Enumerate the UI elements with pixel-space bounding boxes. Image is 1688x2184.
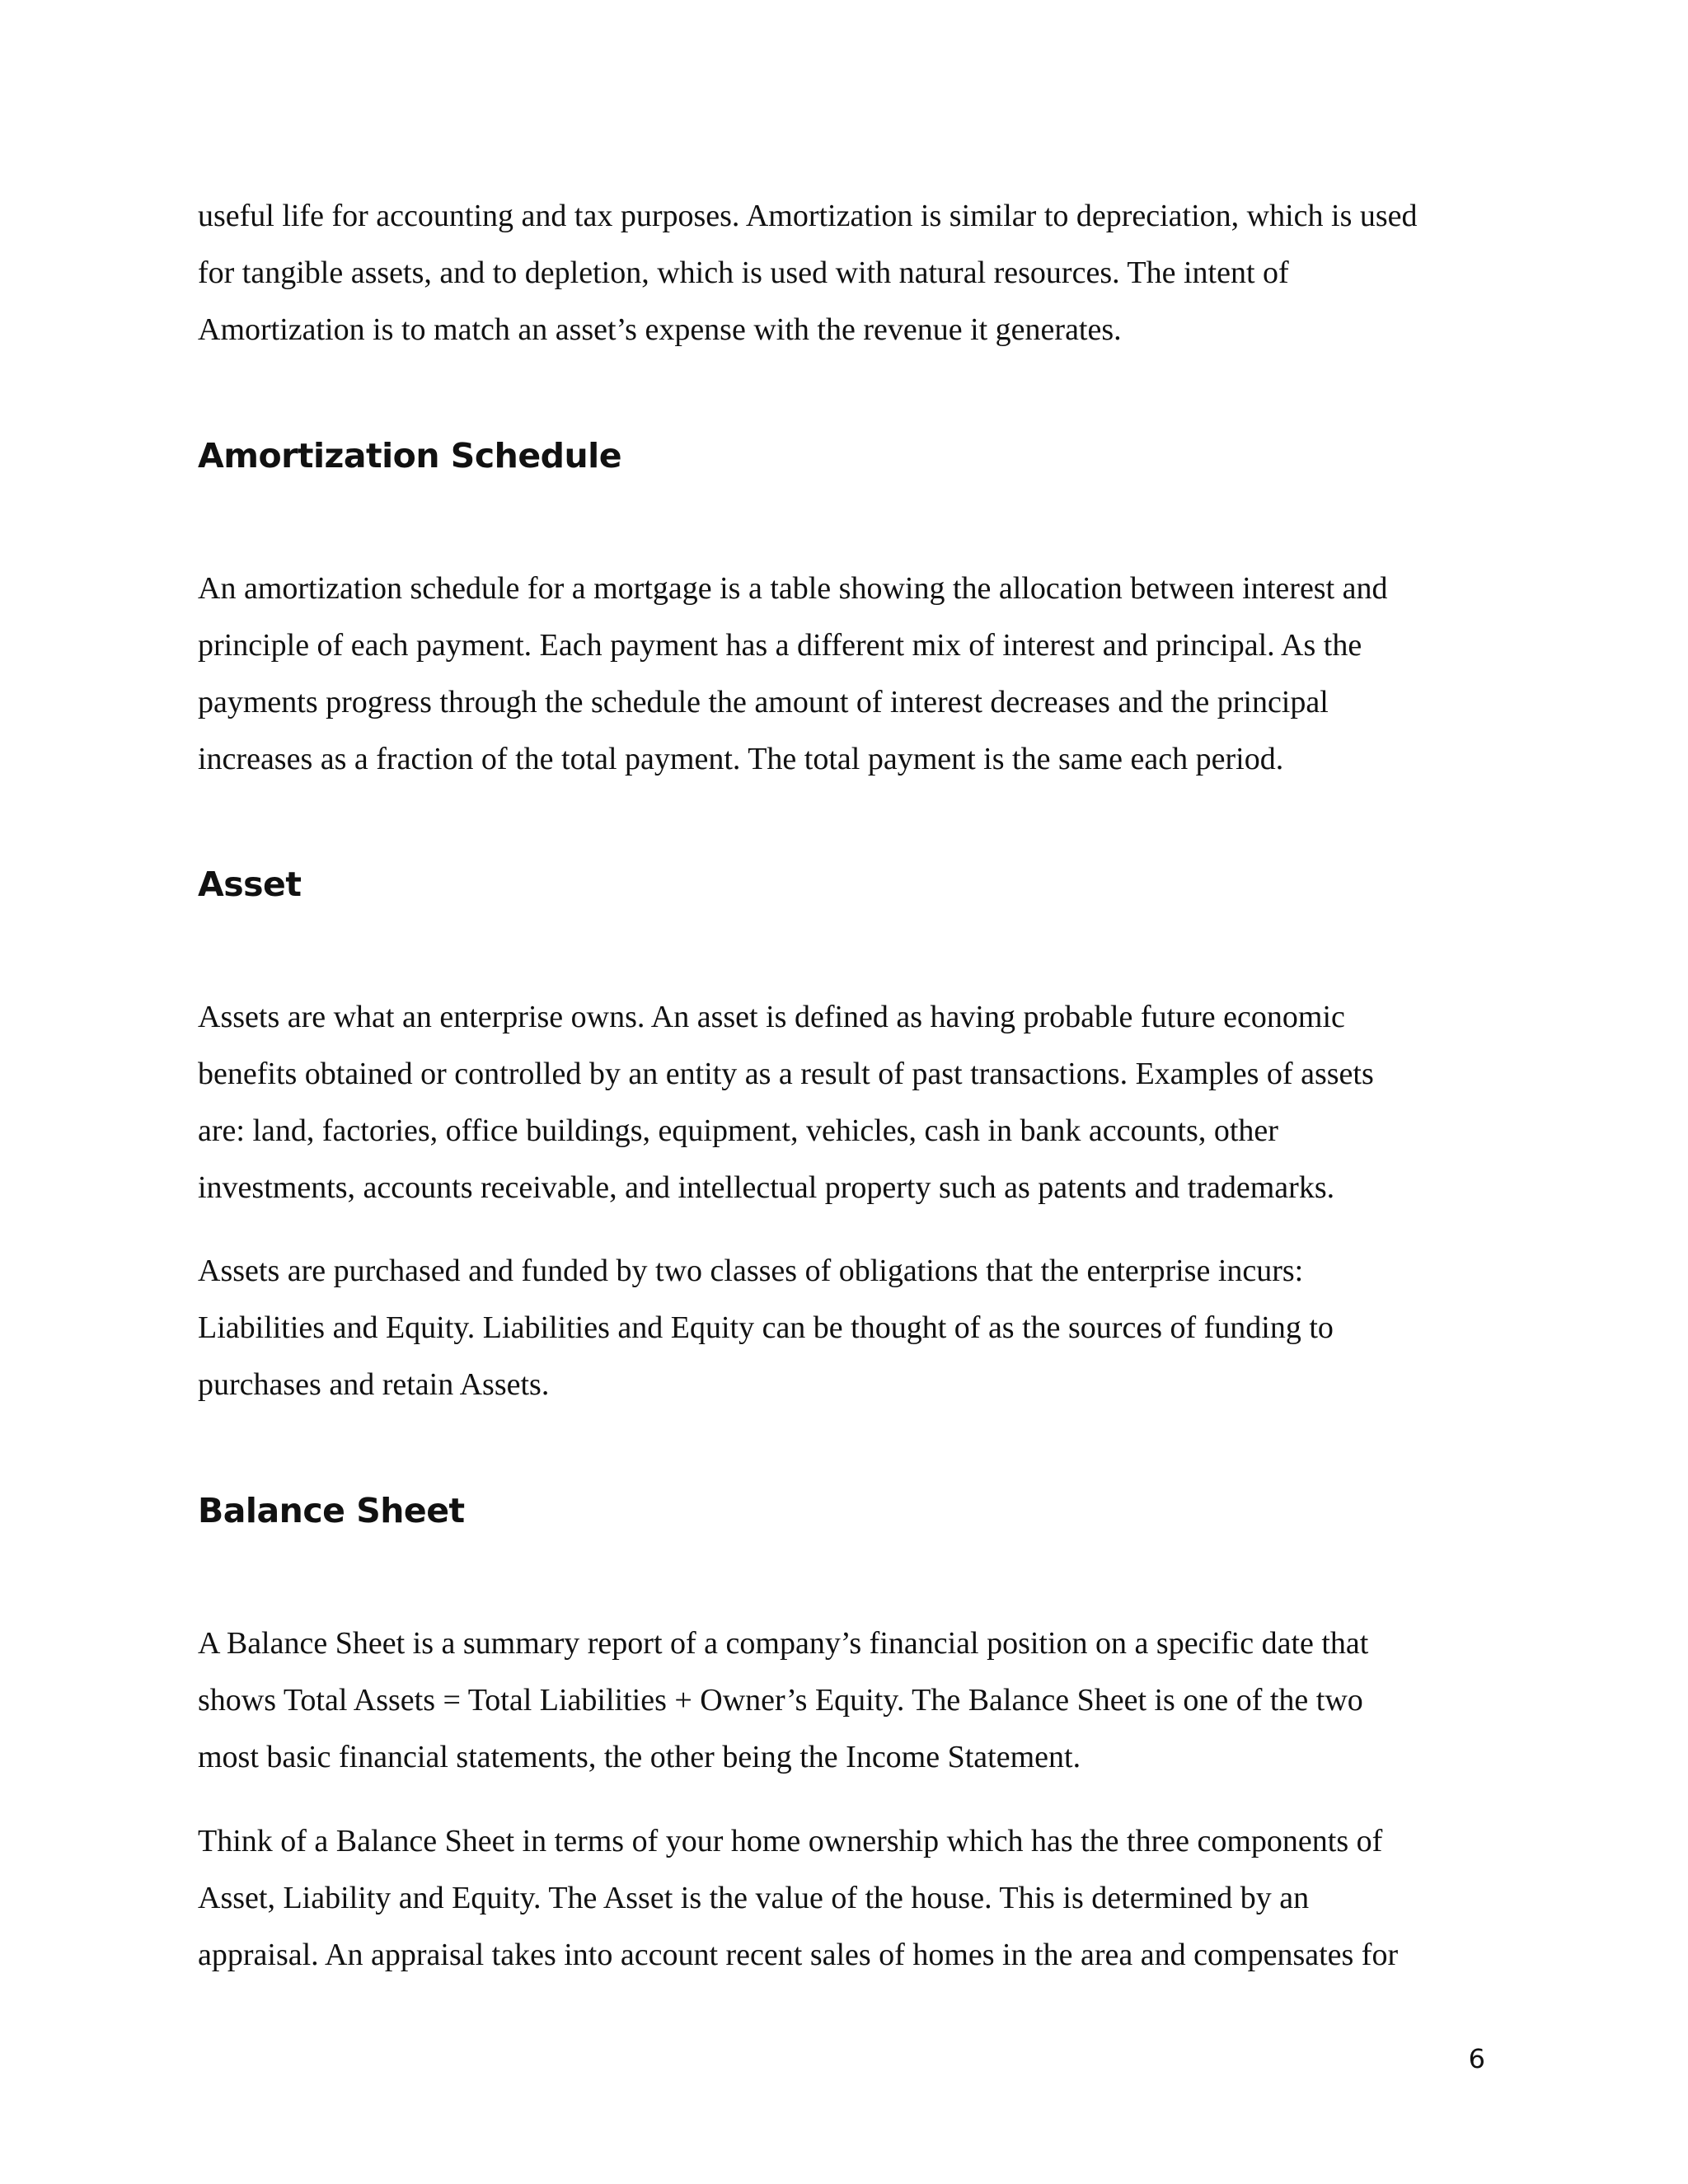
paragraph-line: Liabilities and Equity. Liabilities and Equity can be thought of as the sources of funding to [198,1310,1334,1345]
paragraph-line: payments progress through the schedule the amount of interest decreases and the principal [198,685,1329,719]
asset-paragraph-2 [198,1243,1492,1413]
paragraph-line: A Balance Sheet is a summary report of a company’s financial position on a specific date that [198,1626,1369,1661]
paragraph-line: for tangible assets, and to depletion, which is used with natural resources. The intent of [198,255,1289,290]
paragraph-line: benefits obtained or controlled by an entity as a result of past transactions. Examples of assets [198,1057,1374,1091]
balance-sheet-paragraph-1 [198,1615,1492,1786]
heading-amortization-schedule: Amortization Schedule [198,436,622,476]
heading-asset: Asset [198,865,302,904]
amortization-schedule-paragraph [198,560,1492,788]
paragraph-line: increases as a fraction of the total payment. The total payment is the same each period. [198,742,1284,776]
balance-sheet-paragraph-2 [198,1813,1492,1984]
paragraph-line: useful life for accounting and tax purposes. Amortization is similar to depreciation, which is used [198,199,1418,233]
page-number: 6 [1468,2043,1485,2074]
paragraph-line: Asset, Liability and Equity. The Asset is the value of the house. This is determined by an [198,1881,1310,1915]
heading-balance-sheet: Balance Sheet [198,1491,465,1530]
paragraph-line: investments, accounts receivable, and intellectual property such as patents and trademarks. [198,1170,1335,1205]
paragraph-line: An amortization schedule for a mortgage is a table showing the allocation between interest and [198,571,1388,606]
paragraph-line: Assets are what an enterprise owns. An asset is defined as having probable future economic [198,1000,1345,1034]
asset-paragraph-1 [198,989,1492,1216]
paragraph-line: purchases and retain Assets. [198,1367,550,1402]
paragraph-line: Amortization is to match an asset’s expense with the revenue it generates. [198,312,1122,347]
paragraph-line: Think of a Balance Sheet in terms of your home ownership which has the three components of [198,1824,1383,1858]
paragraph-line: Assets are purchased and funded by two classes of obligations that the enterprise incurs: [198,1254,1304,1288]
paragraph-line: are: land, factories, office buildings, equipment, vehicles, cash in bank accounts, other [198,1113,1278,1148]
paragraph-line: appraisal. An appraisal takes into account recent sales of homes in the area and compensates for [198,1938,1399,1972]
paragraph-line: shows Total Assets = Total Liabilities + Owner’s Equity. The Balance Sheet is one of the two [198,1683,1363,1718]
paragraph-line: most basic financial statements, the other being the Income Statement. [198,1740,1081,1774]
intro-paragraph [198,188,1492,359]
paragraph-line: principle of each payment. Each payment has a different mix of interest and principal. As the [198,628,1362,663]
